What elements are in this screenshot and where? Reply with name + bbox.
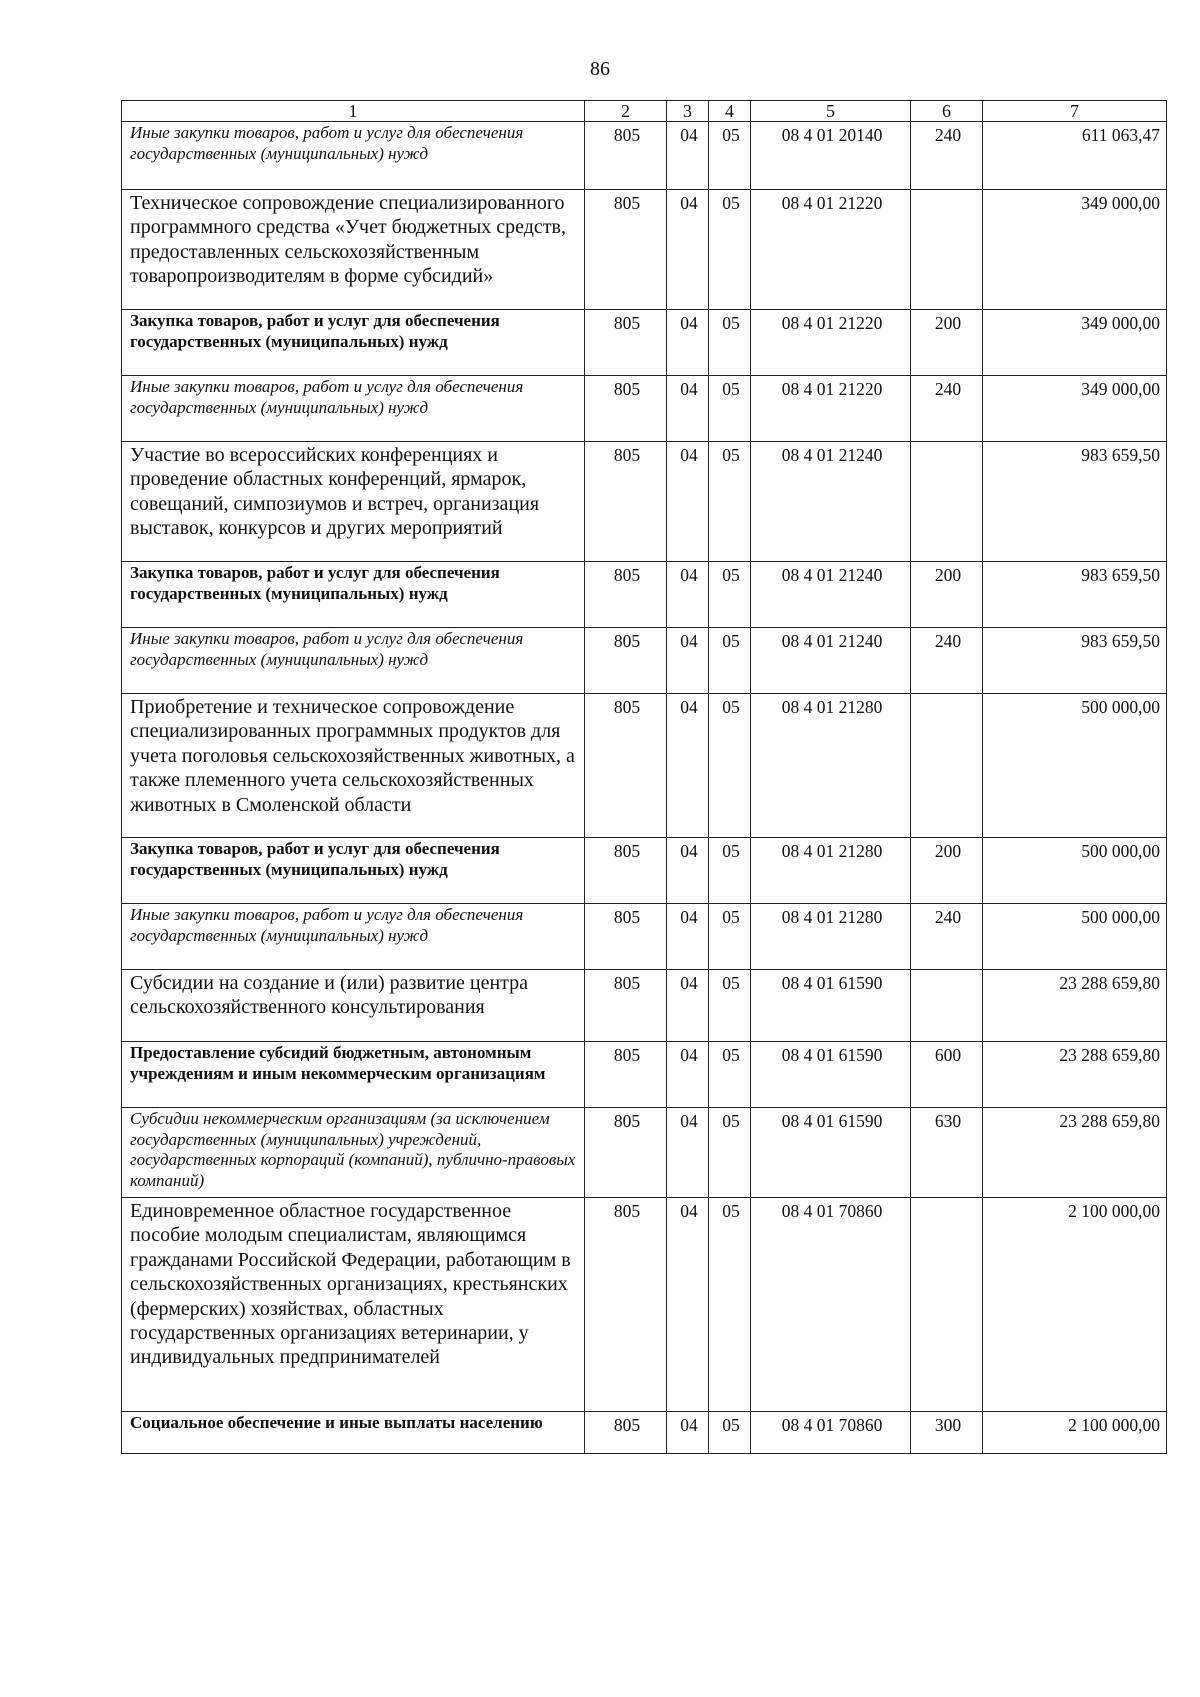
- code-cell: 04: [667, 694, 709, 838]
- row-name-cell: Иные закупки товаров, работ и услуг для обеспечения государственных (муниципальных) нужд: [122, 376, 585, 442]
- table-row: [122, 1042, 1167, 1108]
- row-name-cell: Предоставление субсидий бюджетным, автономным учреждениям и иным некоммерческим организациям: [122, 1042, 585, 1108]
- code-cell: 805: [585, 310, 667, 376]
- code-cell: 08 4 01 70860: [751, 1198, 911, 1412]
- code-cell: 805: [585, 628, 667, 694]
- amount-cell: 2 100 000,00: [983, 1198, 1167, 1412]
- code-cell: 600: [911, 1042, 983, 1108]
- code-cell: 08 4 01 20140: [751, 122, 911, 190]
- code-cell: 05: [709, 1198, 751, 1412]
- row-name-cell: Единовременное областное государственное пособие молодым специалистам, являющимся гражданами Российской Федерации, работающим в сельскохозяйственных организациях, крестьянских (фермерских) хозяйствах, областных государственных организациях ветеринарии, у индивидуальных предпринимателей: [122, 1198, 585, 1412]
- table-row: [122, 838, 1167, 904]
- code-cell: 240: [911, 122, 983, 190]
- code-cell: 05: [709, 310, 751, 376]
- table-body: [122, 101, 1167, 1454]
- code-cell: 08 4 01 21240: [751, 442, 911, 562]
- code-cell: 805: [585, 970, 667, 1042]
- table-row: [122, 190, 1167, 310]
- code-cell: 05: [709, 1412, 751, 1454]
- code-cell: 05: [709, 122, 751, 190]
- amount-cell: 500 000,00: [983, 694, 1167, 838]
- code-cell: 04: [667, 1042, 709, 1108]
- code-cell: 04: [667, 838, 709, 904]
- row-name-cell: Закупка товаров, работ и услуг для обеспечения государственных (муниципальных) нужд: [122, 562, 585, 628]
- row-name-cell: Участие во всероссийских конференциях и проведение областных конференций, ярмарок, совещаний, симпозиумов и встреч, организация выставок, конкурсов и других мероприятий: [122, 442, 585, 562]
- code-cell: 805: [585, 1412, 667, 1454]
- code-cell: 805: [585, 190, 667, 310]
- code-cell: 240: [911, 904, 983, 970]
- code-cell: 08 4 01 21220: [751, 190, 911, 310]
- code-cell: 805: [585, 122, 667, 190]
- amount-cell: 500 000,00: [983, 904, 1167, 970]
- row-name-cell: Закупка товаров, работ и услуг для обеспечения государственных (муниципальных) нужд: [122, 310, 585, 376]
- amount-cell: 349 000,00: [983, 376, 1167, 442]
- code-cell: 08 4 01 21280: [751, 838, 911, 904]
- row-name-cell: Закупка товаров, работ и услуг для обеспечения государственных (муниципальных) нужд: [122, 838, 585, 904]
- code-cell: 04: [667, 628, 709, 694]
- code-cell: 05: [709, 442, 751, 562]
- code-cell: 805: [585, 904, 667, 970]
- code-cell: 200: [911, 562, 983, 628]
- amount-cell: 2 100 000,00: [983, 1412, 1167, 1454]
- code-cell: 04: [667, 190, 709, 310]
- table-header-row: [122, 101, 1167, 122]
- column-header: 2: [585, 101, 667, 122]
- code-cell: [911, 190, 983, 310]
- amount-cell: 983 659,50: [983, 442, 1167, 562]
- code-cell: 05: [709, 904, 751, 970]
- amount-cell: 23 288 659,80: [983, 970, 1167, 1042]
- code-cell: 805: [585, 1108, 667, 1198]
- row-name-cell: Техническое сопровождение специализированного программного средства «Учет бюджетных средств, предоставленных сельскохозяйственным товаропроизводителям в форме субсидий»: [122, 190, 585, 310]
- code-cell: 805: [585, 838, 667, 904]
- code-cell: 08 4 01 70860: [751, 1412, 911, 1454]
- column-header: 6: [911, 101, 983, 122]
- row-name-cell: Приобретение и техническое сопровождение специализированных программных продуктов для учета поголовья сельскохозяйственных животных, а также племенного учета сельскохозяйственных животных в Смоленской области: [122, 694, 585, 838]
- column-header: 4: [709, 101, 751, 122]
- code-cell: [911, 970, 983, 1042]
- row-name-cell: Социальное обеспечение и иные выплаты населению: [122, 1412, 585, 1454]
- code-cell: 05: [709, 1108, 751, 1198]
- code-cell: 05: [709, 190, 751, 310]
- code-cell: 04: [667, 904, 709, 970]
- code-cell: 04: [667, 562, 709, 628]
- column-header: 7: [983, 101, 1167, 122]
- code-cell: 805: [585, 694, 667, 838]
- code-cell: 240: [911, 376, 983, 442]
- table-row: [122, 310, 1167, 376]
- column-header: 3: [667, 101, 709, 122]
- code-cell: 04: [667, 376, 709, 442]
- code-cell: 08 4 01 21240: [751, 562, 911, 628]
- row-name-cell: Иные закупки товаров, работ и услуг для обеспечения государственных (муниципальных) нужд: [122, 628, 585, 694]
- code-cell: 08 4 01 21280: [751, 694, 911, 838]
- column-header: 5: [751, 101, 911, 122]
- code-cell: 200: [911, 838, 983, 904]
- table-row: [122, 628, 1167, 694]
- page-number: 86: [590, 58, 610, 80]
- code-cell: 08 4 01 21280: [751, 904, 911, 970]
- table-row: [122, 970, 1167, 1042]
- code-cell: 04: [667, 970, 709, 1042]
- code-cell: [911, 442, 983, 562]
- code-cell: 805: [585, 442, 667, 562]
- table-row: [122, 442, 1167, 562]
- code-cell: 805: [585, 376, 667, 442]
- amount-cell: 349 000,00: [983, 310, 1167, 376]
- code-cell: 04: [667, 442, 709, 562]
- row-name-cell: Субсидии на создание и (или) развитие центра сельскохозяйственного консультирования: [122, 970, 585, 1042]
- amount-cell: 349 000,00: [983, 190, 1167, 310]
- code-cell: 08 4 01 21220: [751, 376, 911, 442]
- code-cell: 08 4 01 21220: [751, 310, 911, 376]
- amount-cell: 500 000,00: [983, 838, 1167, 904]
- code-cell: 04: [667, 1198, 709, 1412]
- table-row: [122, 1412, 1167, 1454]
- column-header: 1: [122, 101, 585, 122]
- table-row: [122, 904, 1167, 970]
- code-cell: 05: [709, 694, 751, 838]
- table-row: [122, 1108, 1167, 1198]
- table-row: [122, 1198, 1167, 1412]
- code-cell: 05: [709, 562, 751, 628]
- code-cell: 05: [709, 970, 751, 1042]
- amount-cell: 23 288 659,80: [983, 1108, 1167, 1198]
- row-name-cell: Иные закупки товаров, работ и услуг для обеспечения государственных (муниципальных) нужд: [122, 122, 585, 190]
- code-cell: [911, 1198, 983, 1412]
- amount-cell: 23 288 659,80: [983, 1042, 1167, 1108]
- code-cell: 05: [709, 1042, 751, 1108]
- code-cell: 04: [667, 1412, 709, 1454]
- code-cell: 04: [667, 122, 709, 190]
- code-cell: 08 4 01 61590: [751, 1108, 911, 1198]
- code-cell: 200: [911, 310, 983, 376]
- code-cell: 04: [667, 1108, 709, 1198]
- table-row: [122, 562, 1167, 628]
- row-name-cell: Иные закупки товаров, работ и услуг для обеспечения государственных (муниципальных) нужд: [122, 904, 585, 970]
- code-cell: 240: [911, 628, 983, 694]
- code-cell: 805: [585, 1042, 667, 1108]
- table-row: [122, 376, 1167, 442]
- code-cell: 05: [709, 376, 751, 442]
- code-cell: [911, 694, 983, 838]
- code-cell: 805: [585, 1198, 667, 1412]
- row-name-cell: Субсидии некоммерческим организациям (за исключением государственных (муниципальных) учреждений, государственных корпораций (компаний), публично-правовых компаний): [122, 1108, 585, 1198]
- amount-cell: 983 659,50: [983, 562, 1167, 628]
- amount-cell: 983 659,50: [983, 628, 1167, 694]
- code-cell: 300: [911, 1412, 983, 1454]
- code-cell: 04: [667, 310, 709, 376]
- code-cell: 05: [709, 628, 751, 694]
- table-row: [122, 122, 1167, 190]
- code-cell: 05: [709, 838, 751, 904]
- table-row: [122, 694, 1167, 838]
- code-cell: 08 4 01 21240: [751, 628, 911, 694]
- code-cell: 630: [911, 1108, 983, 1198]
- code-cell: 08 4 01 61590: [751, 1042, 911, 1108]
- code-cell: 805: [585, 562, 667, 628]
- code-cell: 08 4 01 61590: [751, 970, 911, 1042]
- budget-table: [121, 100, 1167, 1454]
- amount-cell: 611 063,47: [983, 122, 1167, 190]
